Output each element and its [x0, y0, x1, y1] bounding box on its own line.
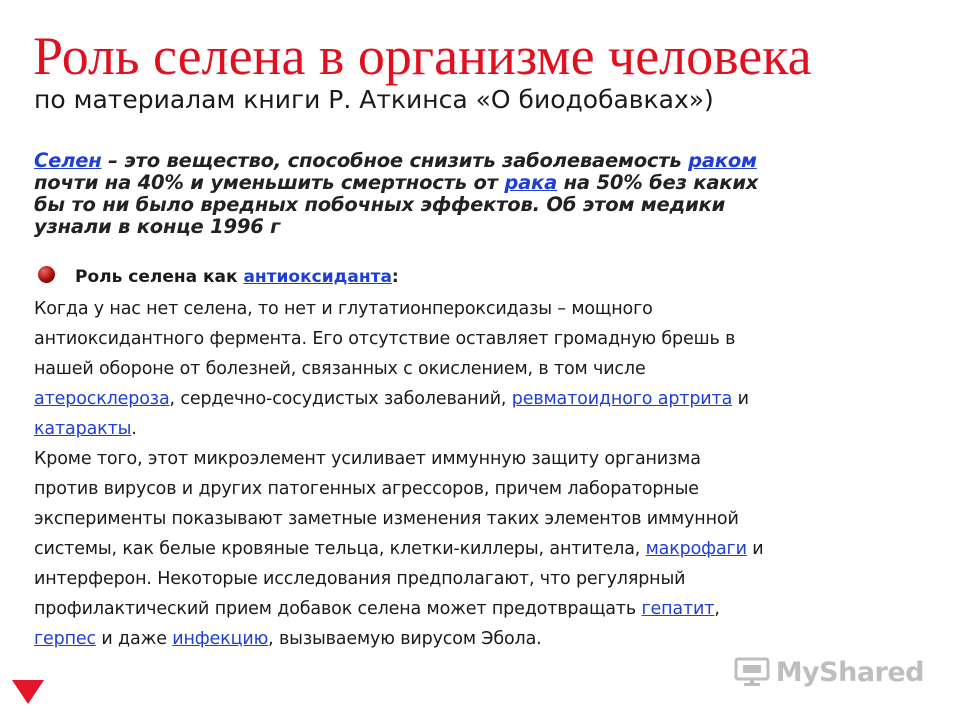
body-line: Кроме того, этот микроэлемент усиливает иммунную защиту организма — [34, 449, 701, 469]
intro-line: бы то ни было вредных побочных эффектов. Об этом медики — [34, 193, 726, 216]
link-cataract[interactable]: катаракты — [34, 419, 132, 439]
body-paragraph — [34, 294, 934, 654]
section-heading — [38, 264, 399, 290]
link-cancer[interactable]: раком — [688, 149, 757, 172]
triangle-down-icon[interactable] — [12, 680, 44, 704]
link-herpes[interactable]: герпес — [34, 629, 96, 649]
body-line — [34, 624, 934, 654]
link-atherosclerosis[interactable]: атеросклероза — [34, 389, 170, 409]
body-line — [34, 384, 934, 414]
intro-text: на 50% без каких — [557, 171, 759, 194]
body-line — [34, 594, 934, 624]
presentation-screen-icon — [734, 657, 770, 687]
body-line: нашей обороне от болезней, связанных с окислением, в том числе — [34, 359, 646, 379]
watermark-text: MyShared — [775, 656, 924, 688]
body-text: , вызываемую вирусом Эбола. — [268, 629, 542, 649]
body-text: и — [732, 389, 749, 409]
body-text: и даже — [96, 629, 173, 649]
intro-paragraph — [34, 150, 914, 238]
section-label: Роль селена как — [75, 267, 244, 287]
intro-line — [34, 150, 914, 172]
body-text: , сердечно-сосудистых заболеваний, — [169, 389, 512, 409]
intro-line: узнали в конце 1996 г — [34, 215, 281, 238]
link-rheumatoid-arthritis[interactable]: ревматоидного артрита — [511, 389, 733, 409]
slide-subtitle: по материалам книги Р. Аткинса «О биодобавках») — [34, 85, 714, 114]
intro-text: почти на 40% и уменьшить смертность от — [34, 171, 505, 194]
watermark-logo — [734, 652, 924, 692]
intro-line — [34, 172, 914, 194]
link-selenium[interactable]: Селен — [34, 149, 102, 172]
body-text: и — [746, 539, 764, 559]
body-line: антиоксидантного фермента. Его отсутствие оставляет громадную брешь в — [34, 329, 736, 349]
body-text: . — [131, 419, 137, 439]
body-line: против вирусов и других патогенных агрессоров, причем лабораторные — [34, 479, 699, 499]
body-text: профилактический прием добавок селена может предотвращать — [34, 599, 642, 619]
body-line: эксперименты показывают заметные изменения таких элементов иммунной — [34, 509, 739, 529]
bullet-icon — [38, 266, 55, 283]
link-infection[interactable]: инфекцию — [172, 629, 269, 649]
slide-title: Роль селена в организме человека — [33, 26, 812, 86]
link-macrophages[interactable]: макрофаги — [645, 539, 747, 559]
link-cancer-2[interactable]: рака — [504, 171, 558, 194]
body-line: Когда у нас нет селена, то нет и глутатионпероксидазы – мощного — [34, 299, 653, 319]
section-colon: : — [391, 267, 399, 287]
body-text: , — [714, 599, 720, 619]
link-hepatitis[interactable]: гепатит — [641, 599, 715, 619]
body-line — [34, 414, 934, 444]
link-antioxidant[interactable]: антиоксиданта — [243, 267, 392, 287]
body-text: системы, как белые кровяные тельца, клетки-киллеры, антитела, — [34, 539, 646, 559]
intro-text: – это вещество, способное снизить заболеваемость — [101, 149, 689, 172]
body-line — [34, 534, 934, 564]
body-line: интерферон. Некоторые исследования предполагают, что регулярный — [34, 569, 686, 589]
section-heading-text — [75, 267, 399, 287]
